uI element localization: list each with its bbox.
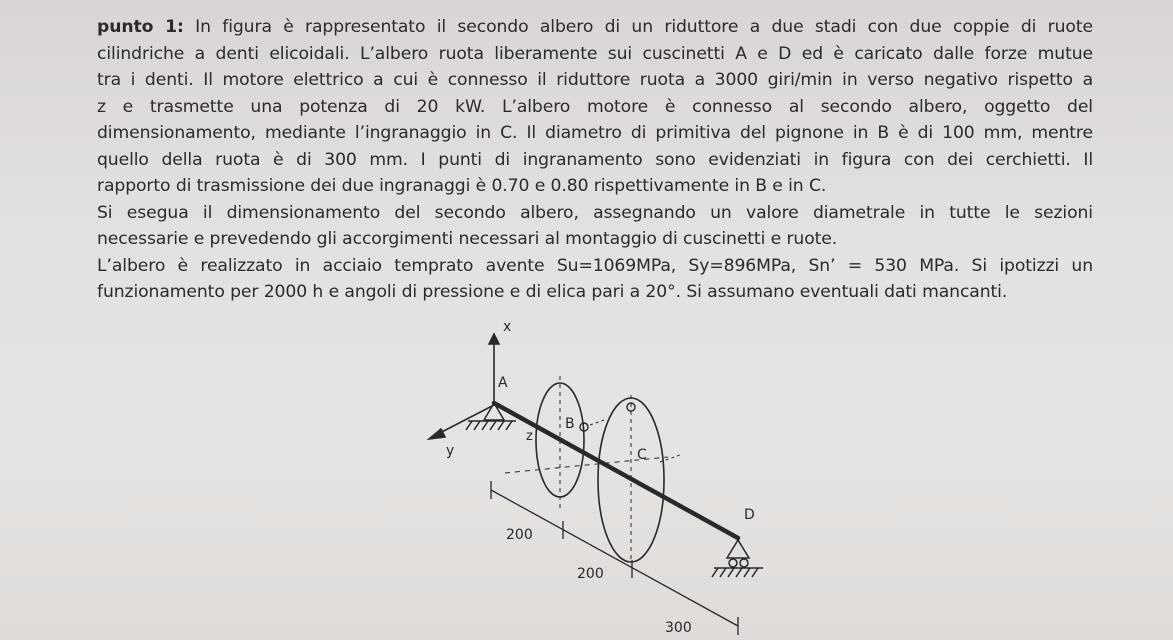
support-d <box>712 540 763 577</box>
text-line-3: tra i denti. Il motore elettrico a cui è connesso il riduttore ruota a 3000 giri/min in verso negativo rispetto a <box>97 70 1093 90</box>
text-line-7: rapporto di trasmissione dei due ingranaggi è 0.70 e 0.80 rispettivamente in B e in C. <box>97 176 827 196</box>
text-line-1 <box>97 14 1093 41</box>
text-line-9: necessarie e prevedendo gli accorgimenti necessari al montaggio di cuscinetti e ruote. <box>97 229 838 249</box>
dimension-ab: 200 <box>506 527 533 543</box>
text-line-1-body: In figura è rappresentato il secondo albero di un riduttore a due stadi con due coppie di ruote <box>195 17 1093 37</box>
text-line-10: L’albero è realizzato in acciaio temprato avente Su=1069MPa, Sy=896MPa, Sn’ = 530 MPa. Si ipotizzi un <box>97 255 1093 276</box>
dimension-cd: 300 <box>665 620 692 636</box>
problem-lead: punto 1: <box>97 17 184 37</box>
text-line-4: z e trasmette una potenza di 20 kW. L’albero motore è connesso al secondo albero, oggetto del <box>97 96 1093 117</box>
shaft <box>494 403 738 538</box>
support-a <box>466 403 516 430</box>
z-axis-label: z <box>526 429 533 444</box>
point-d-label: D <box>744 507 755 523</box>
text-line-8: Si esegua il dimensionamento del secondo albero, assegnando un valore diametrale in tutte le sezioni <box>97 202 1093 223</box>
text-line-11: funzionamento per 2000 h e angoli di pressione e di elica pari a 20°. Si assumano eventuali dati mancanti. <box>97 282 1008 302</box>
dimension-bc: 200 <box>577 566 604 582</box>
text-line-6: quello della ruota è di 300 mm. I punti di ingranamento sono evidenziati in figura con dei cerchietti. Il <box>97 149 1093 170</box>
shaft-diagram <box>400 312 800 640</box>
x-axis-label: x <box>503 319 512 335</box>
text-line-2: cilindriche a denti elicoidali. L’albero ruota liberamente sui cuscinetti A e D ed è caricato dalle forze mutue <box>97 43 1093 64</box>
y-axis-arrow <box>429 405 494 439</box>
x-axis-arrow <box>489 334 499 403</box>
y-axis-label: y <box>446 443 455 459</box>
point-c-label: C <box>637 447 647 463</box>
dimension-line <box>491 481 738 635</box>
gear-c <box>598 395 680 562</box>
text-line-5: dimensionamento, mediante l’ingranaggio in C. Il diametro di primitiva del pignone in B è di 100 mm, mentre <box>97 123 1093 143</box>
point-b-label: B <box>565 416 575 432</box>
point-a-label: A <box>498 375 508 391</box>
problem-statement <box>97 14 1093 306</box>
